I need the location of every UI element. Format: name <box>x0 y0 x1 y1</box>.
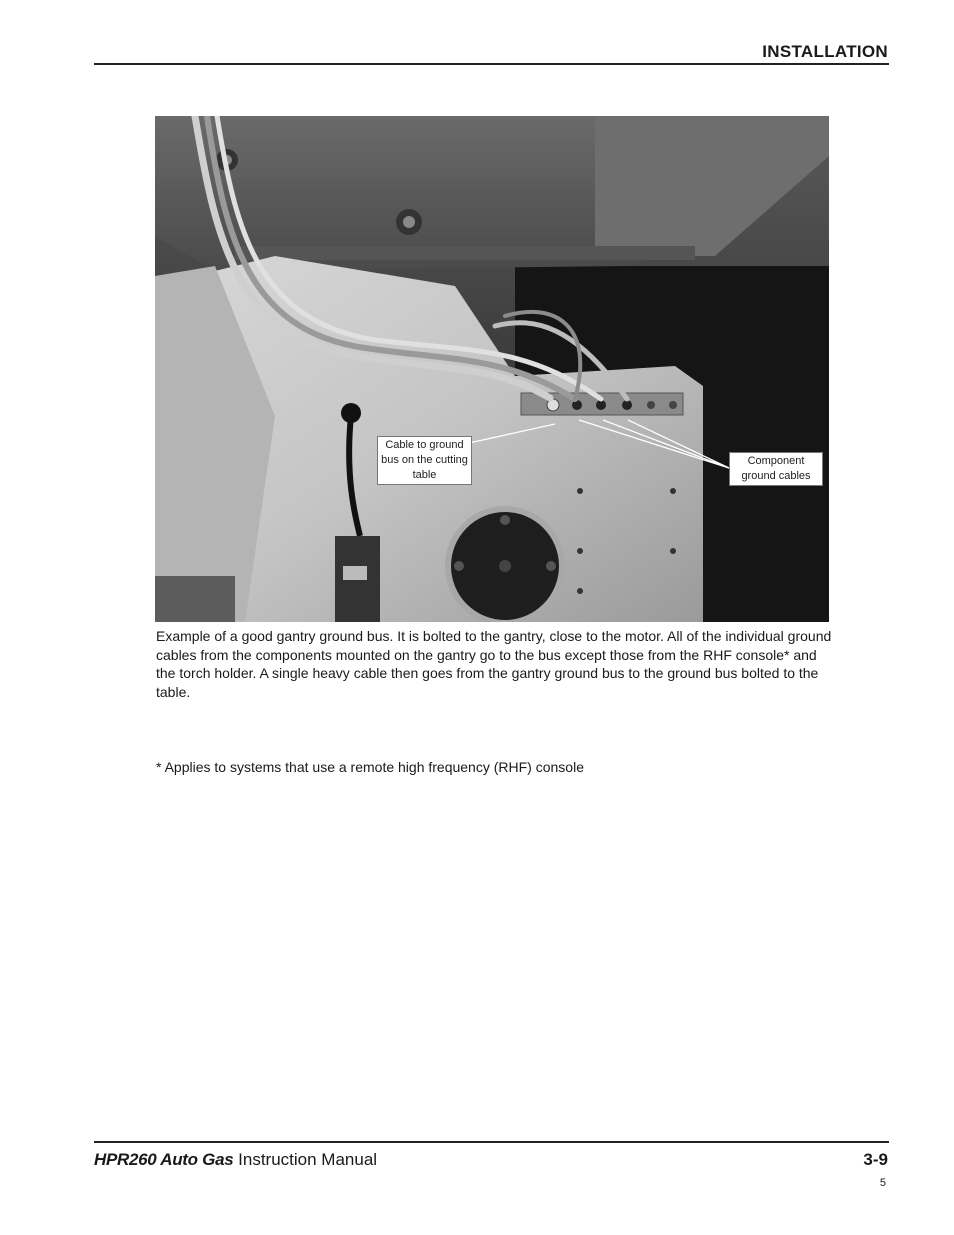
footer-manual-label: Instruction Manual <box>238 1150 378 1169</box>
footer-page-label: 3-9 <box>863 1150 888 1169</box>
callout-cable-to-ground: Cable to ground bus on the cutting table <box>377 436 472 485</box>
footer-manual-title <box>94 1150 377 1170</box>
section-title: INSTALLATION <box>762 42 888 61</box>
footer-product-name: HPR260 Auto Gas <box>94 1150 234 1169</box>
page-number: 5 <box>879 1177 886 1189</box>
gantry-photo <box>155 116 829 622</box>
figure-caption: Example of a good gantry ground bus. It is bolted to the gantry, close to the motor. All of the individual ground cables from the components mounted on the gantry go to the bus except those from the RHF console* and the torch holder. A single heavy cable then goes from the gantry ground bus to the ground bus bolted to the table. <box>156 628 832 700</box>
footnote: * Applies to systems that use a remote high frequency (RHF) console <box>156 759 584 775</box>
gantry-photo-illustration <box>155 116 829 622</box>
header-rule <box>94 63 889 65</box>
footer-rule <box>94 1141 889 1143</box>
callout-component-ground-cables: Component ground cables <box>729 452 823 486</box>
